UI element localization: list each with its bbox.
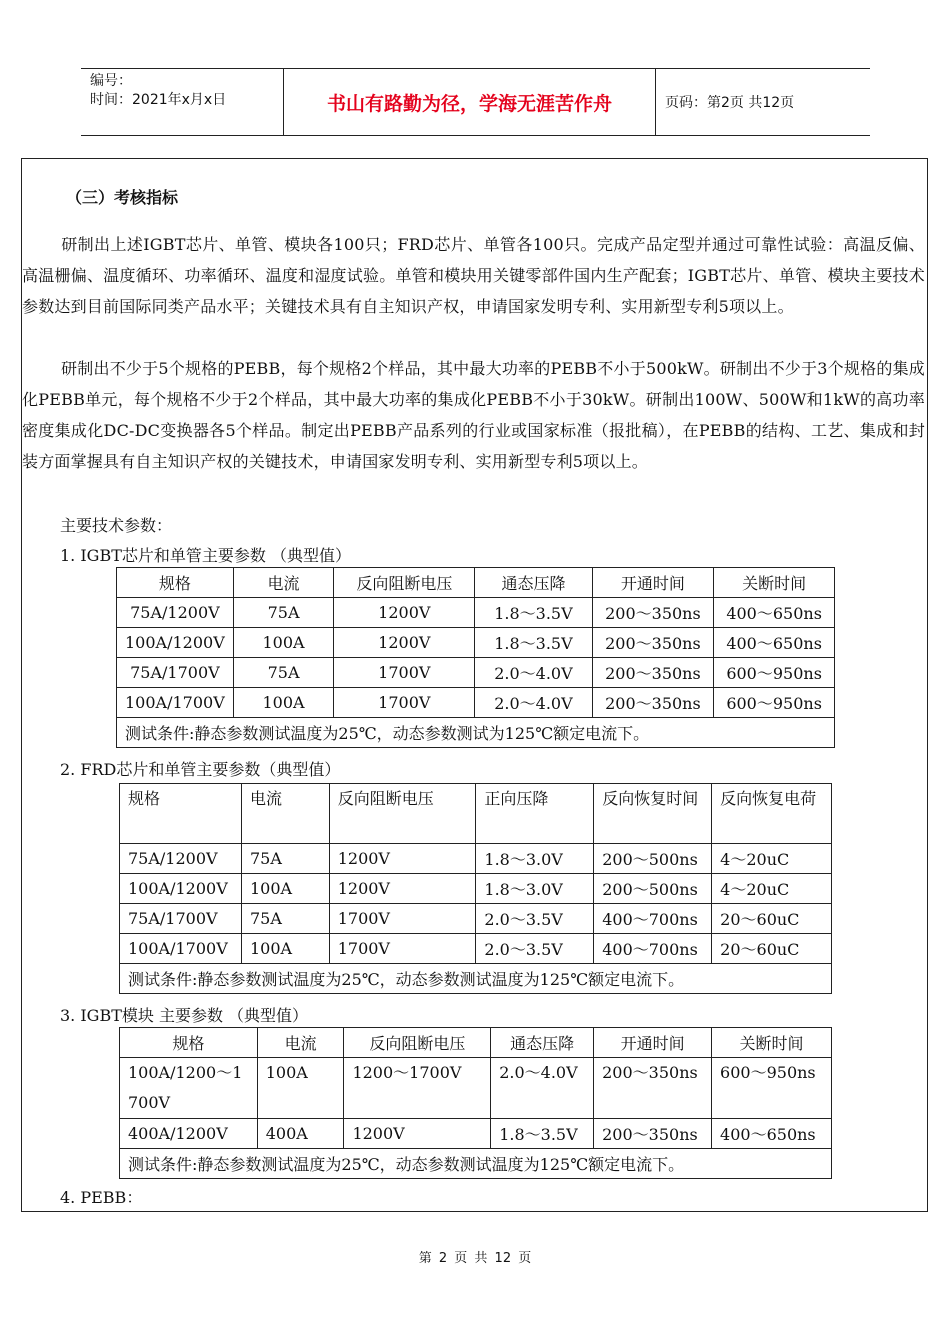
table-row [117,658,835,688]
table-row [120,1058,832,1119]
table-cell: 200～350ns [594,1058,712,1119]
table-cell: 1200V [329,844,476,874]
table-cell: 1200V [334,598,475,628]
table-cell: 100A [241,874,329,904]
page-footer: 第 2 页 共 12 页 [418,1251,532,1266]
table-cell: 600～950ns [714,658,835,688]
table-cell: 100A [257,1058,344,1119]
test-condition-note: 测试条件:静态参数测试温度为25℃，动态参数测试为125℃额定电流下。 [117,718,835,748]
doc-date: 时间：2021年x月x日 [90,92,227,108]
table-cell: 100A/1200V [117,628,234,658]
table-cell: 400～700ns [594,934,712,964]
table-cell: 400～650ns [714,628,835,658]
table-row [120,844,832,874]
header-cell: 开通时间 [594,1028,712,1058]
table-cell: 600～950ns [712,1058,832,1119]
table-cell: 4～20uC [712,844,832,874]
header-cell: 反向阻断电压 [344,1028,491,1058]
table-row [120,874,832,904]
table-cell: 75A/1700V [117,658,234,688]
igbt-module-table [119,1027,832,1179]
table-cell: 600～950ns [714,688,835,718]
table-cell: 100A/1200～1700V [120,1058,258,1119]
table-cell: 100A [233,688,334,718]
header-cell: 关断时间 [714,568,835,598]
table-cell: 1700V [329,934,476,964]
table-cell: 75A [241,904,329,934]
table-cell: 1200V [334,628,475,658]
header-cell: 反向恢复时间 [594,784,712,844]
table-cell: 1200V [344,1119,491,1149]
table-cell: 400A/1200V [120,1119,258,1149]
table-cell: 200～500ns [594,874,712,904]
table-cell: 400～650ns [714,598,835,628]
header-cell: 反向阻断电压 [329,784,476,844]
paragraph-1-text: 研制出上述IGBT芯片、单管、模块各100只；FRD芯片、单管各100只。完成产品定型并通过可靠性试验：高温反偏、高温栅偏、温度循环、功率循环、温度和湿度试验。单管和模块用关键零部件国内生产配套；IGBT芯片、单管、模块主要技术参数达到目前国际同类产品水平；关键技术具有自主知识产权，申请国家发明专利、实用新型专利5项以上。 [22,235,925,316]
table-row [117,598,835,628]
table-cell: 100A/1200V [120,874,242,904]
table-cell: 1200～1700V [344,1058,491,1119]
table-cell: 200～350ns [592,688,714,718]
table-cell: 75A/1200V [120,844,242,874]
table-note-row [120,964,832,994]
header-cell: 电流 [257,1028,344,1058]
table-cell: 2.0～4.0V [475,658,592,688]
header-page-info: 页码：第2页 共12页 [665,95,795,111]
table-cell: 1700V [329,904,476,934]
table-cell: 400A [257,1119,344,1149]
item-1-title: 1. IGBT芯片和单管主要参数 （典型值） [60,546,351,565]
header-cell: 开通时间 [592,568,714,598]
header-cell: 反向阻断电压 [334,568,475,598]
table-cell: 2.0～4.0V [491,1058,594,1119]
table-cell: 1700V [334,688,475,718]
header-cell: 规格 [120,1028,258,1058]
item-4-title: 4. PEBB： [60,1188,143,1207]
item-3-title: 3. IGBT模块 主要参数 （典型值） [60,1006,309,1025]
header-cell: 规格 [120,784,242,844]
paragraph-2 [22,353,925,477]
table-cell: 1.8～3.0V [476,844,594,874]
test-condition-note: 测试条件:静态参数测试温度为25℃，动态参数测试温度为125℃额定电流下。 [120,1149,832,1179]
header-cell: 关断时间 [712,1028,832,1058]
table-cell: 75A [241,844,329,874]
table-cell: 75A/1700V [120,904,242,934]
table-header-row [120,1028,832,1058]
table-cell: 1700V [334,658,475,688]
igbt-chip-table [116,567,835,748]
section-title: （三）考核指标 [66,188,179,207]
table-cell: 1.8～3.0V [476,874,594,904]
header-cell: 通态压降 [475,568,592,598]
table-cell: 400～700ns [594,904,712,934]
table-cell: 75A [233,598,334,628]
table-cell: 200～350ns [592,628,714,658]
header-cell: 电流 [233,568,334,598]
header-cell: 通态压降 [491,1028,594,1058]
table-cell: 100A/1700V [120,934,242,964]
table-cell: 200～500ns [594,844,712,874]
table-cell: 100A [241,934,329,964]
item-2-title: 2. FRD芯片和单管主要参数（典型值） [60,760,341,779]
table-cell: 75A [233,658,334,688]
table-row [120,1119,832,1149]
table-row [120,904,832,934]
main-params-label: 主要技术参数： [60,516,173,535]
table-row [120,934,832,964]
table-cell: 100A [233,628,334,658]
table-cell: 100A/1700V [117,688,234,718]
table-cell: 2.0～3.5V [476,904,594,934]
test-condition-note: 测试条件:静态参数测试温度为25℃，动态参数测试温度为125℃额定电流下。 [120,964,832,994]
table-cell: 1.8～3.5V [491,1119,594,1149]
table-cell: 2.0～4.0V [475,688,592,718]
page-header [81,68,870,136]
table-cell: 20～60uC [712,934,832,964]
table-header-row [120,784,832,844]
table-cell: 200～350ns [594,1119,712,1149]
table-cell: 20～60uC [712,904,832,934]
frd-chip-table [119,783,832,994]
table-cell: 75A/1200V [117,598,234,628]
header-cell: 规格 [117,568,234,598]
paragraph-1 [22,229,925,322]
table-note-row [120,1149,832,1179]
table-cell: 200～350ns [592,658,714,688]
table-note-row [117,718,835,748]
header-cell: 正向压降 [476,784,594,844]
table-row [117,688,835,718]
table-header-row [117,568,835,598]
table-cell: 1.8～3.5V [475,628,592,658]
table-cell: 4～20uC [712,874,832,904]
table-cell: 400～650ns [712,1119,832,1149]
table-cell: 1200V [329,874,476,904]
table-cell: 200～350ns [592,598,714,628]
header-cell: 电流 [241,784,329,844]
header-cell: 反向恢复电荷 [712,784,832,844]
table-row [117,628,835,658]
header-motto: 书山有路勤为径，学海无涯苦作舟 [283,69,656,135]
table-cell: 2.0～3.5V [476,934,594,964]
table-cell: 1.8～3.5V [475,598,592,628]
doc-number-label: 编号： [90,73,132,89]
content-frame [21,158,928,1212]
header-meta [81,69,283,135]
paragraph-2-text: 研制出不少于5个规格的PEBB，每个规格2个样品，其中最大功率的PEBB不小于500kW。研制出不少于3个规格的集成化PEBB单元，每个规格不少于2个样品，其中最大功率的集成化PEBB不小于30kW。研制出100W、500W和1kW的高功率密度集成化DC-DC变换器各5个样品。制定出PEBB产品系列的行业或国家标准（报批稿），在PEBB的结构、工艺、集成和封装方面掌握具有自主知识产权的关键技术，申请国家发明专利、实用新型专利5项以上。 [22,359,925,471]
